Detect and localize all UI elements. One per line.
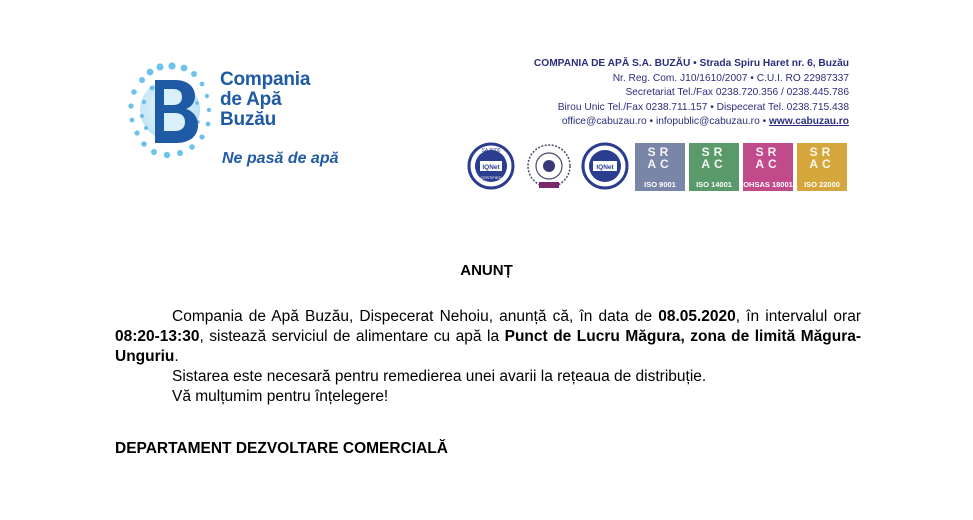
srac-badge-4 <box>797 143 847 191</box>
department-signature: DEPARTAMENT DEZVOLTARE COMERCIALĂ <box>115 440 448 457</box>
brand-line-2: de Apă <box>220 89 282 110</box>
certification-seal-icon <box>525 142 573 190</box>
announcement-body <box>115 307 861 407</box>
srac-standard-label: ISO 22000 <box>804 180 840 189</box>
srac-letters-top: SR <box>701 145 727 159</box>
sa8000-label: SA 8000 <box>481 148 501 154</box>
interruption-location: Punct de Lucru Măgura, zona de limită Măgura-Unguriu <box>115 328 862 365</box>
contact-phones: Birou Unic Tel./Fax 0238.711.157 • Dispecerat Tel. 0238.715.438 <box>557 101 849 113</box>
brand-line-1: Compania <box>220 69 311 90</box>
announcement-paragraph-2: Sistarea este necesară pentru remedierea unei avarii la rețeaua de distribuție. <box>172 368 707 385</box>
srac-badge-1 <box>635 143 685 191</box>
contact-secretariat: Secretariat Tel./Fax 0238.720.356 / 0238.445.786 <box>625 87 849 99</box>
sa8000-certified-icon <box>467 142 515 190</box>
srac-letters-bottom: AC <box>755 157 781 171</box>
iqnet-label: IQNet <box>482 164 500 171</box>
announcement-title: ANUNȚ <box>460 262 513 279</box>
logo-b-water-icon <box>122 58 217 163</box>
announcement-paragraph-3: Vă mulțumim pentru înțelegere! <box>172 388 389 405</box>
announcement-paragraph-1: Compania de Apă Buzău, Dispecerat Nehoiu, anunță că, în data de 08.05.2020, în intervalul orar 08:20-13:30, sistează serviciul de alimentare cu apă la Punct de Lucru Măgura, zona de limită Măgura-Unguriu. <box>115 308 862 365</box>
srac-letters-top: SR <box>809 145 835 159</box>
contact-company-address: COMPANIA DE APĂ S.A. BUZĂU • Strada Spiru Haret nr. 6, Buzău <box>533 58 849 69</box>
srac-letters-bottom: AC <box>701 157 727 171</box>
company-logo <box>122 58 372 183</box>
contact-emails <box>459 115 849 130</box>
srac-badge-3 <box>743 143 793 191</box>
srac-standard-label: ISO 9001 <box>644 180 676 189</box>
srac-standard-label: ISO 14001 <box>696 180 732 189</box>
srac-letters-top: SR <box>647 145 673 159</box>
brand-line-3: Buzău <box>220 109 277 130</box>
interruption-date: 08.05.2020 <box>658 308 736 325</box>
brand-name <box>220 70 310 130</box>
iqnet-certified-icon <box>581 142 629 190</box>
srac-letters-top: SR <box>755 145 781 159</box>
srac-standard-label: OHSAS 18001 <box>743 180 793 189</box>
tagline: Ne pasă de apă <box>222 150 339 167</box>
website-link[interactable]: www.cabuzau.ro <box>768 116 849 128</box>
certification-logos <box>467 142 852 194</box>
certified-label: CERTIFIED <box>480 175 502 180</box>
interruption-hours: 08:20-13:30 <box>115 328 200 345</box>
contact-block <box>459 57 849 130</box>
srac-badge-2 <box>689 143 739 191</box>
contact-email-list: office@cabuzau.ro • infopublic@cabuzau.ro • <box>561 116 769 128</box>
srac-letters-bottom: AC <box>647 157 673 171</box>
srac-letters-bottom: AC <box>809 157 835 171</box>
iqnet-label-2: IQNet <box>596 164 614 171</box>
contact-registration: Nr. Reg. Com. J10/1610/2007 • C.U.I. RO 22987337 <box>612 72 849 84</box>
